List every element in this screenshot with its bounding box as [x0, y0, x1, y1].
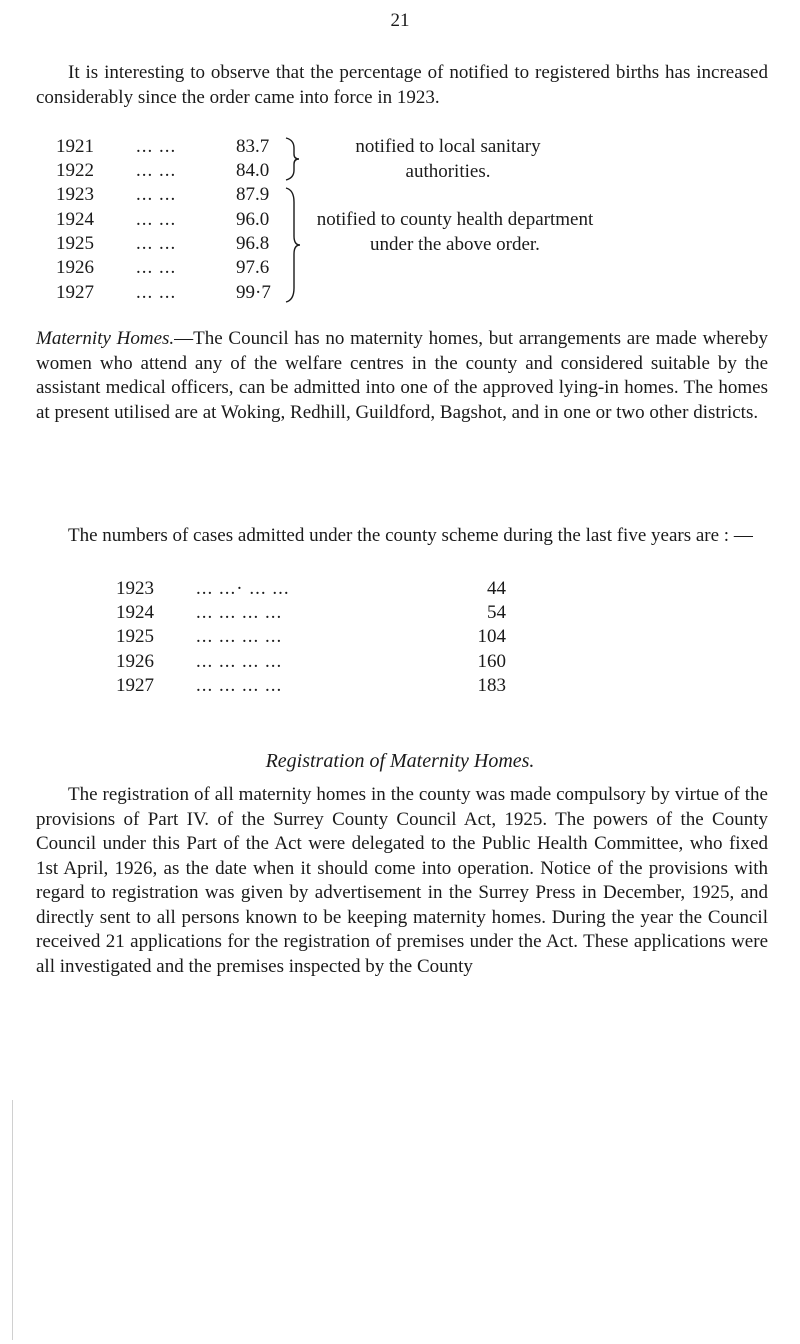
births-row: 1922 ... ... 84.0 [56, 160, 270, 181]
note-local: notified to local sanitary authorities. [355, 136, 541, 182]
births-row: 1924 ... ... 96.0 [56, 209, 270, 230]
intro-paragraph [36, 61, 768, 110]
cases-text: The numbers of cases admitted under the county scheme during the last five years are : — [68, 525, 753, 546]
registration-heading: Registration of Maternity Homes. [265, 750, 535, 772]
brace-icon [282, 184, 304, 306]
maternity-homes-text: —The Council has no maternity homes, but arrangements are made whereby women who attend any of the welfare centres in the county and considered suitable by the assistant medical officers, can be admitted into one of the approved lying-in homes. The homes at present utilised are at Woking, Redhill, Guildford, Bagshot, and in one or two other districts. [36, 328, 768, 423]
registration-paragraph [36, 783, 768, 979]
cases-paragraph [36, 524, 768, 549]
intro-text: It is interesting to observe that the percentage of notified to registered births has increased considerably since the order came into force in 1923. [36, 62, 768, 108]
note-county: notified to county health department under the above order. [316, 209, 594, 255]
births-row: 1927 ... ... 99·7 [56, 282, 271, 303]
cases-row: 1924 ... ... ... ... 54 [116, 602, 506, 623]
maternity-homes-paragraph [36, 327, 768, 425]
registration-text: The registration of all maternity homes in the county was made compulsory by virtue of the provisions of Part IV. of the Surrey County Council Act, 1925. The powers of the County Council under this Part of the Act were delegated to the Public Health Committee, who fixed 1st April, 1926, as the date when it should come into operation. Notice of the provisions with regard to registration was given by advertisement in the Surrey Press in December, 1925, and directly sent to all persons known to be keeping maternity homes. During the year the Council received 21 applications for the registration of premises under the Act. These applications were all investigated and the premises inspected by the County [36, 784, 768, 977]
births-row: 1923 ... ... 87.9 [56, 184, 270, 205]
cases-row: 1923 ... ...· ... ... 44 [116, 578, 506, 599]
births-row: 1921 ... ... 83.7 [56, 136, 270, 157]
maternity-homes-title: Maternity Homes. [36, 328, 175, 349]
cases-row: 1927 ... ... ... ... 183 [116, 675, 506, 696]
cases-row: 1925 ... ... ... ... 104 [116, 626, 506, 647]
births-row: 1926 ... ... 97.6 [56, 257, 270, 278]
cases-row: 1926 ... ... ... ... 160 [116, 651, 506, 672]
brace-icon [282, 134, 304, 184]
margin-line [12, 1100, 13, 1340]
page-number: 21 [390, 10, 410, 31]
births-row: 1925 ... ... 96.8 [56, 233, 270, 254]
